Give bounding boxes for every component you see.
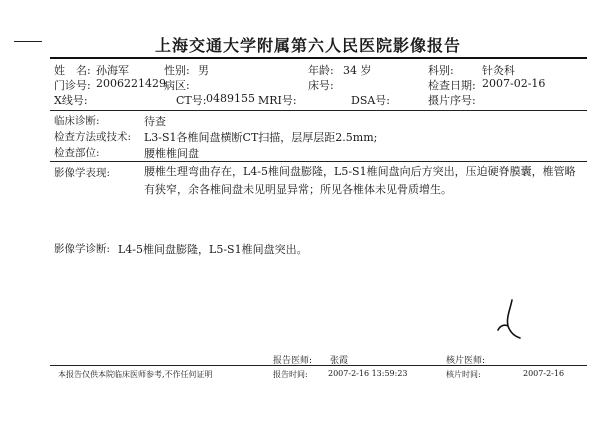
method-value: L3-S1各椎间盘横断CT扫描，层厚层距2.5mm; <box>144 131 378 144</box>
exam-date-label: 检查日期: <box>428 79 476 92</box>
verify-time-label: 核片时间: <box>446 370 481 379</box>
name-value: 孙海军 <box>96 64 129 77</box>
gender-label: 性别: <box>164 64 190 77</box>
disclaimer: 本报告仅供本院临床医师参考,不作任何证明 <box>58 370 213 379</box>
mri-label: MRI号: <box>258 94 297 107</box>
clinical-diagnosis-label: 临床诊断: <box>54 115 100 127</box>
corner-rule <box>14 41 42 42</box>
ward-label: 病区: <box>164 79 190 92</box>
site-value: 腰椎椎间盘 <box>144 147 199 160</box>
site-label: 检查部位: <box>54 147 100 159</box>
name-label: 姓 名: <box>54 64 91 77</box>
findings-label: 影像学表现: <box>54 167 111 179</box>
age-label: 年龄: <box>308 64 334 77</box>
clinical-rule <box>50 161 587 162</box>
footer-rule <box>50 365 587 366</box>
impression-label: 影像学诊断: <box>54 243 111 255</box>
doctor-value: 张霞 <box>330 356 349 366</box>
verifier-label: 核片医师: <box>446 356 486 366</box>
exam-date-value: 2007-02-16 <box>482 77 546 90</box>
impression-text: L4-5椎间盘膨隆，L5-S1椎间盘突出。 <box>118 243 308 256</box>
doctor-label: 报告医师: <box>273 356 313 366</box>
gender-value: 男 <box>198 64 209 77</box>
report-title: 上海交通大学附属第六人民医院影像报告 <box>155 36 462 55</box>
method-label: 检查方法或技术: <box>54 131 132 143</box>
title-rule <box>50 57 587 59</box>
bed-label: 床号: <box>308 79 334 92</box>
verify-time-value: 2007-2-16 <box>523 369 565 378</box>
header-rule <box>50 110 587 111</box>
department-label: 科别: <box>428 64 454 77</box>
ct-label: CT号: <box>176 94 207 107</box>
film-label: 摄片序号: <box>428 94 476 107</box>
clinical-diagnosis-value: 待查 <box>144 115 166 128</box>
xray-label: X线号: <box>54 94 88 107</box>
ct-value: 0489155 <box>206 92 255 105</box>
handwritten-signature <box>490 296 530 344</box>
outpatient-label: 门诊号: <box>54 79 91 92</box>
department-value: 针灸科 <box>482 64 515 77</box>
dsa-label: DSA号: <box>351 94 391 107</box>
report-time-label: 报告时间: <box>273 370 308 379</box>
age-value: 34 岁 <box>343 64 372 77</box>
findings-text: 腰椎生理弯曲存在，L4-5椎间盘膨隆，L5-S1椎间盘向后方突出，压迫硬脊膜囊，椎管略有狭窄，余各椎间盘未见明显异常；所见各椎体未见骨质增生。 <box>144 165 576 196</box>
outpatient-value: 2006221429 <box>96 77 166 90</box>
report-time-value: 2007-2-16 13:59:23 <box>328 369 408 378</box>
